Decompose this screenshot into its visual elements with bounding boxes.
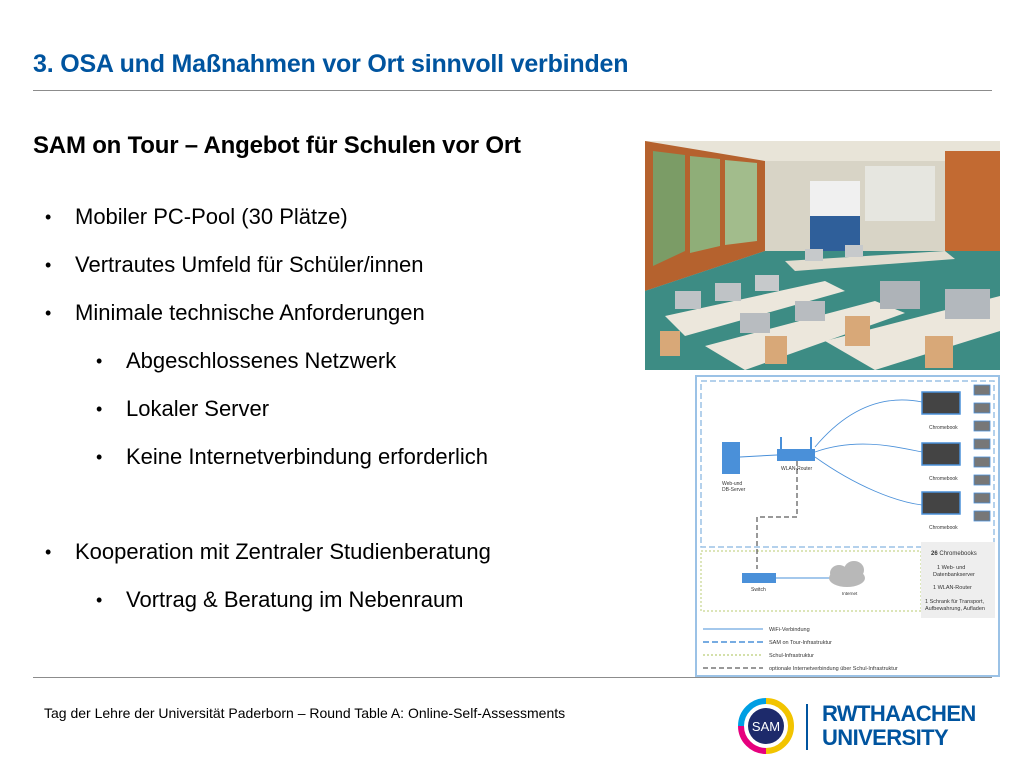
router-icon (777, 449, 815, 461)
bullet-dot-icon: • (45, 303, 52, 323)
footer-divider (33, 677, 992, 678)
switch-icon (742, 573, 776, 583)
switch-label: Switch (751, 587, 766, 593)
server-label: Web-und (722, 481, 743, 487)
router-label: WLAN-Router (781, 466, 813, 472)
bullet-item: • Kooperation mit Zentraler Studienberatung (45, 539, 491, 564)
bullet-dot-icon: • (96, 590, 103, 610)
legend-wifi: WiFi-Verbindung (769, 627, 810, 633)
bullet-dot-icon: • (96, 351, 103, 371)
svg-text:1 Web- und: 1 Web- und (937, 565, 966, 571)
footer-text: Tag der Lehre der Universität Paderborn – Round Table A: Online-Self-Assessments (44, 705, 566, 721)
legend-internet-optional: optionale Internetverbindung über Schul-Infrastruktur (769, 666, 898, 672)
sub-bullet-item: • Vortrag & Beratung im Nebenraum (96, 587, 464, 612)
server-icon (722, 442, 740, 474)
classroom-photo (645, 141, 1000, 370)
section-subtitle: SAM on Tour – Angebot für Schulen vor Ort (33, 132, 521, 159)
svg-text:1 Schrank für Transport,: 1 Schrank für Transport, (925, 599, 984, 605)
rwth-logo-line2: UNIVERSITY (822, 725, 949, 750)
svg-text:Datenbankserver: Datenbankserver (933, 572, 975, 578)
rwth-logo-line1: RWTHAACHEN (822, 701, 976, 726)
bullet-item: • Minimale technische Anforderungen (45, 300, 425, 325)
sub-bullet-item: • Lokaler Server (96, 396, 270, 421)
svg-text:DB-Server: DB-Server (722, 487, 746, 493)
internet-label: Internet (842, 591, 858, 596)
bullet-dot-icon: • (45, 207, 52, 227)
svg-text:26 Chromebooks: 26 Chromebooks (931, 551, 977, 557)
bullet-item: • Mobiler PC-Pool (30 Plätze) (45, 204, 348, 229)
rwth-logo (822, 702, 1002, 752)
network-diagram (695, 375, 1000, 677)
slide-title: 3. OSA und Maßnahmen vor Ort sinnvoll verbinden (33, 50, 629, 78)
svg-text:Aufbewahrung, Aufladen: Aufbewahrung, Aufladen (925, 606, 985, 612)
svg-text:Chromebook: Chromebook (929, 425, 958, 431)
bullet-item: • Vertrautes Umfeld für Schüler/innen (45, 252, 424, 277)
sam-logo (737, 697, 795, 755)
bullet-dot-icon: • (96, 399, 103, 419)
bullet-dot-icon: • (45, 542, 52, 562)
bullet-dot-icon: • (45, 255, 52, 275)
legend-school-infra: Schul-Infrastruktur (769, 653, 814, 659)
sub-bullet-item: • Keine Internetverbindung erforderlich (96, 444, 489, 469)
cloud-icon (829, 561, 865, 587)
legend-sam-infra: SAM on Tour-Infrastruktur (769, 640, 832, 646)
svg-text:Chromebook: Chromebook (929, 476, 958, 482)
svg-text:Chromebook: Chromebook (929, 525, 958, 531)
logo-separator (806, 704, 808, 750)
svg-text:1 WLAN-Router: 1 WLAN-Router (933, 585, 972, 591)
title-divider (33, 90, 992, 91)
sub-bullet-item: • Abgeschlossenes Netzwerk (96, 348, 397, 373)
bullet-dot-icon: • (96, 447, 103, 467)
svg-text:SAM: SAM (751, 719, 781, 734)
